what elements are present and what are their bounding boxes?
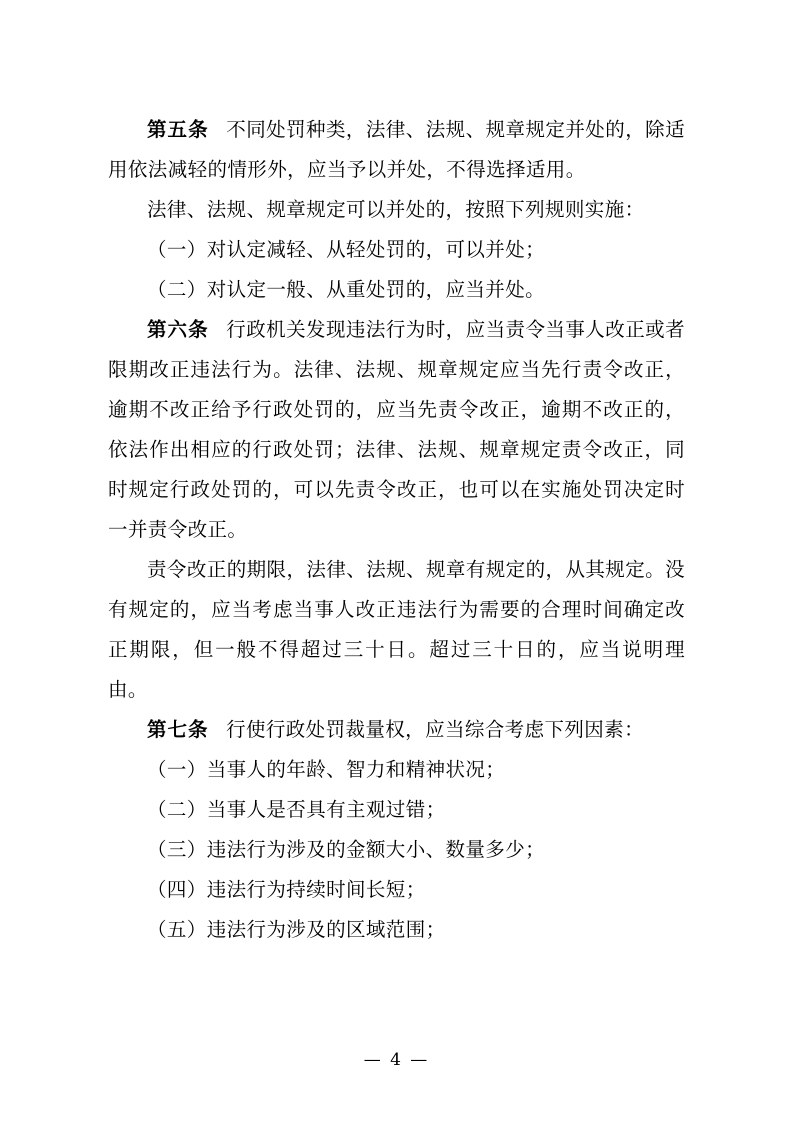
list-item: （一）对认定减轻、从轻处罚的，可以并处； (147, 238, 546, 261)
list-item: （一）当事人的年龄、智力和精神状况； (147, 758, 506, 781)
article-label: 第六条 (147, 318, 209, 341)
list-item: （三）违法行为涉及的金额大小、数量多少； (147, 838, 546, 861)
article-paragraph (108, 110, 685, 190)
body-paragraph: 责令改正的期限，法律、法规、规章有规定的，从其规定。没有规定的，应当考虑当事人改正违法行为需要的合理时间确定改正期限，但一般不得超过三十日。超过三十日的，应当说明理由。 (108, 558, 685, 701)
list-item: （二）对认定一般、从重处罚的，应当并处。 (147, 278, 546, 301)
article-label: 第五条 (147, 118, 209, 141)
article-text: 行使行政处罚裁量权，应当综合考虑下列因素： (226, 718, 644, 741)
article-text: 行政机关发现违法行为时，应当责令当事人改正或者限期改正违法行为。法律、法规、规章规定应当先行责令改正，逾期不改正给予行政处罚的，应当先责令改正，逾期不改正的，依法作出相应的行政处罚；法律、法规、规章规定责令改正，同时规定行政处罚的，可以先责令改正，也可以在实施处罚决定时一并责令改正。 (108, 318, 685, 541)
page-number: — 4 — (363, 1050, 430, 1070)
list-item: （五）违法行为涉及的区域范围； (147, 918, 446, 941)
article-text: 不同处罚种类，法律、法规、规章规定并处的，除适用依法减轻的情形外，应当予以并处，不得选择适用。 (108, 118, 685, 181)
document-body (108, 110, 685, 950)
article-paragraph (108, 710, 685, 750)
article-paragraph (108, 310, 685, 550)
list-item: （四）违法行为持续时间长短； (147, 878, 426, 901)
body-paragraph: 法律、法规、规章规定可以并处的，按照下列规则实施： (147, 198, 645, 221)
list-item: （二）当事人是否具有主观过错； (147, 798, 446, 821)
article-label: 第七条 (147, 718, 209, 741)
